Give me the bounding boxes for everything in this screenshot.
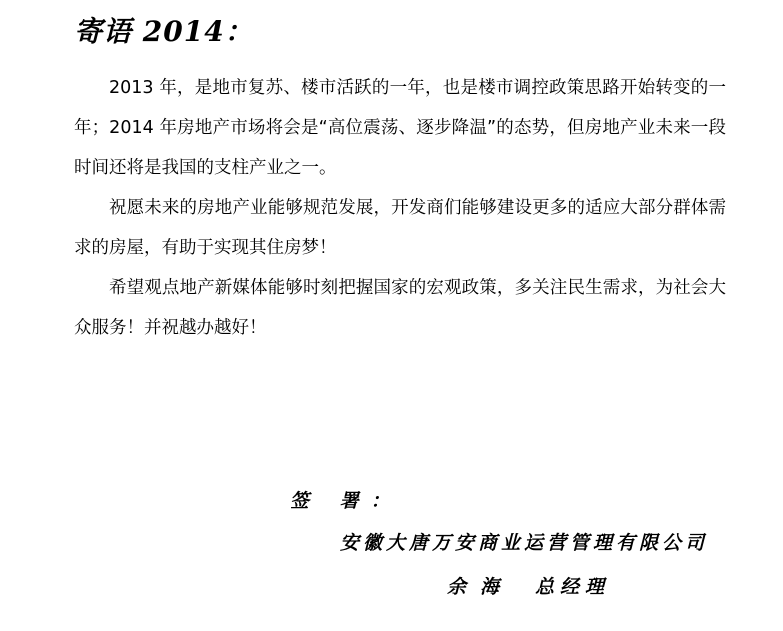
signature-company: 安徽大唐万安商业运营管理有限公司 (340, 532, 709, 554)
paragraph-2: 祝愿未来的房地产业能够规范发展，开发商们能够建设更多的适应大部分群体需求的房屋，有助于实现其住房梦！ (74, 198, 726, 258)
signature-signer (447, 572, 610, 599)
letter-body (74, 68, 726, 348)
paragraph-3: 希望观点地产新媒体能够时刻把握国家的宏观政策，多关注民生需求，为社会大众服务！并祝越办越好！ (74, 278, 726, 338)
letter-title: 寄语 2014： (74, 15, 254, 48)
signer-position: 总经理 (535, 576, 611, 598)
signature-label: 签 署： (290, 490, 402, 512)
paragraph-1: 2013 年，是地市复苏、楼市活跃的一年，也是楼市调控政策思路开始转变的一年；2014 年房地产市场将会是“高位震荡、逐步降温”的态势，但房地产业未来一段时间还将是我国的支柱产业之一。 (74, 78, 726, 178)
signer-name: 余海 (447, 576, 514, 598)
